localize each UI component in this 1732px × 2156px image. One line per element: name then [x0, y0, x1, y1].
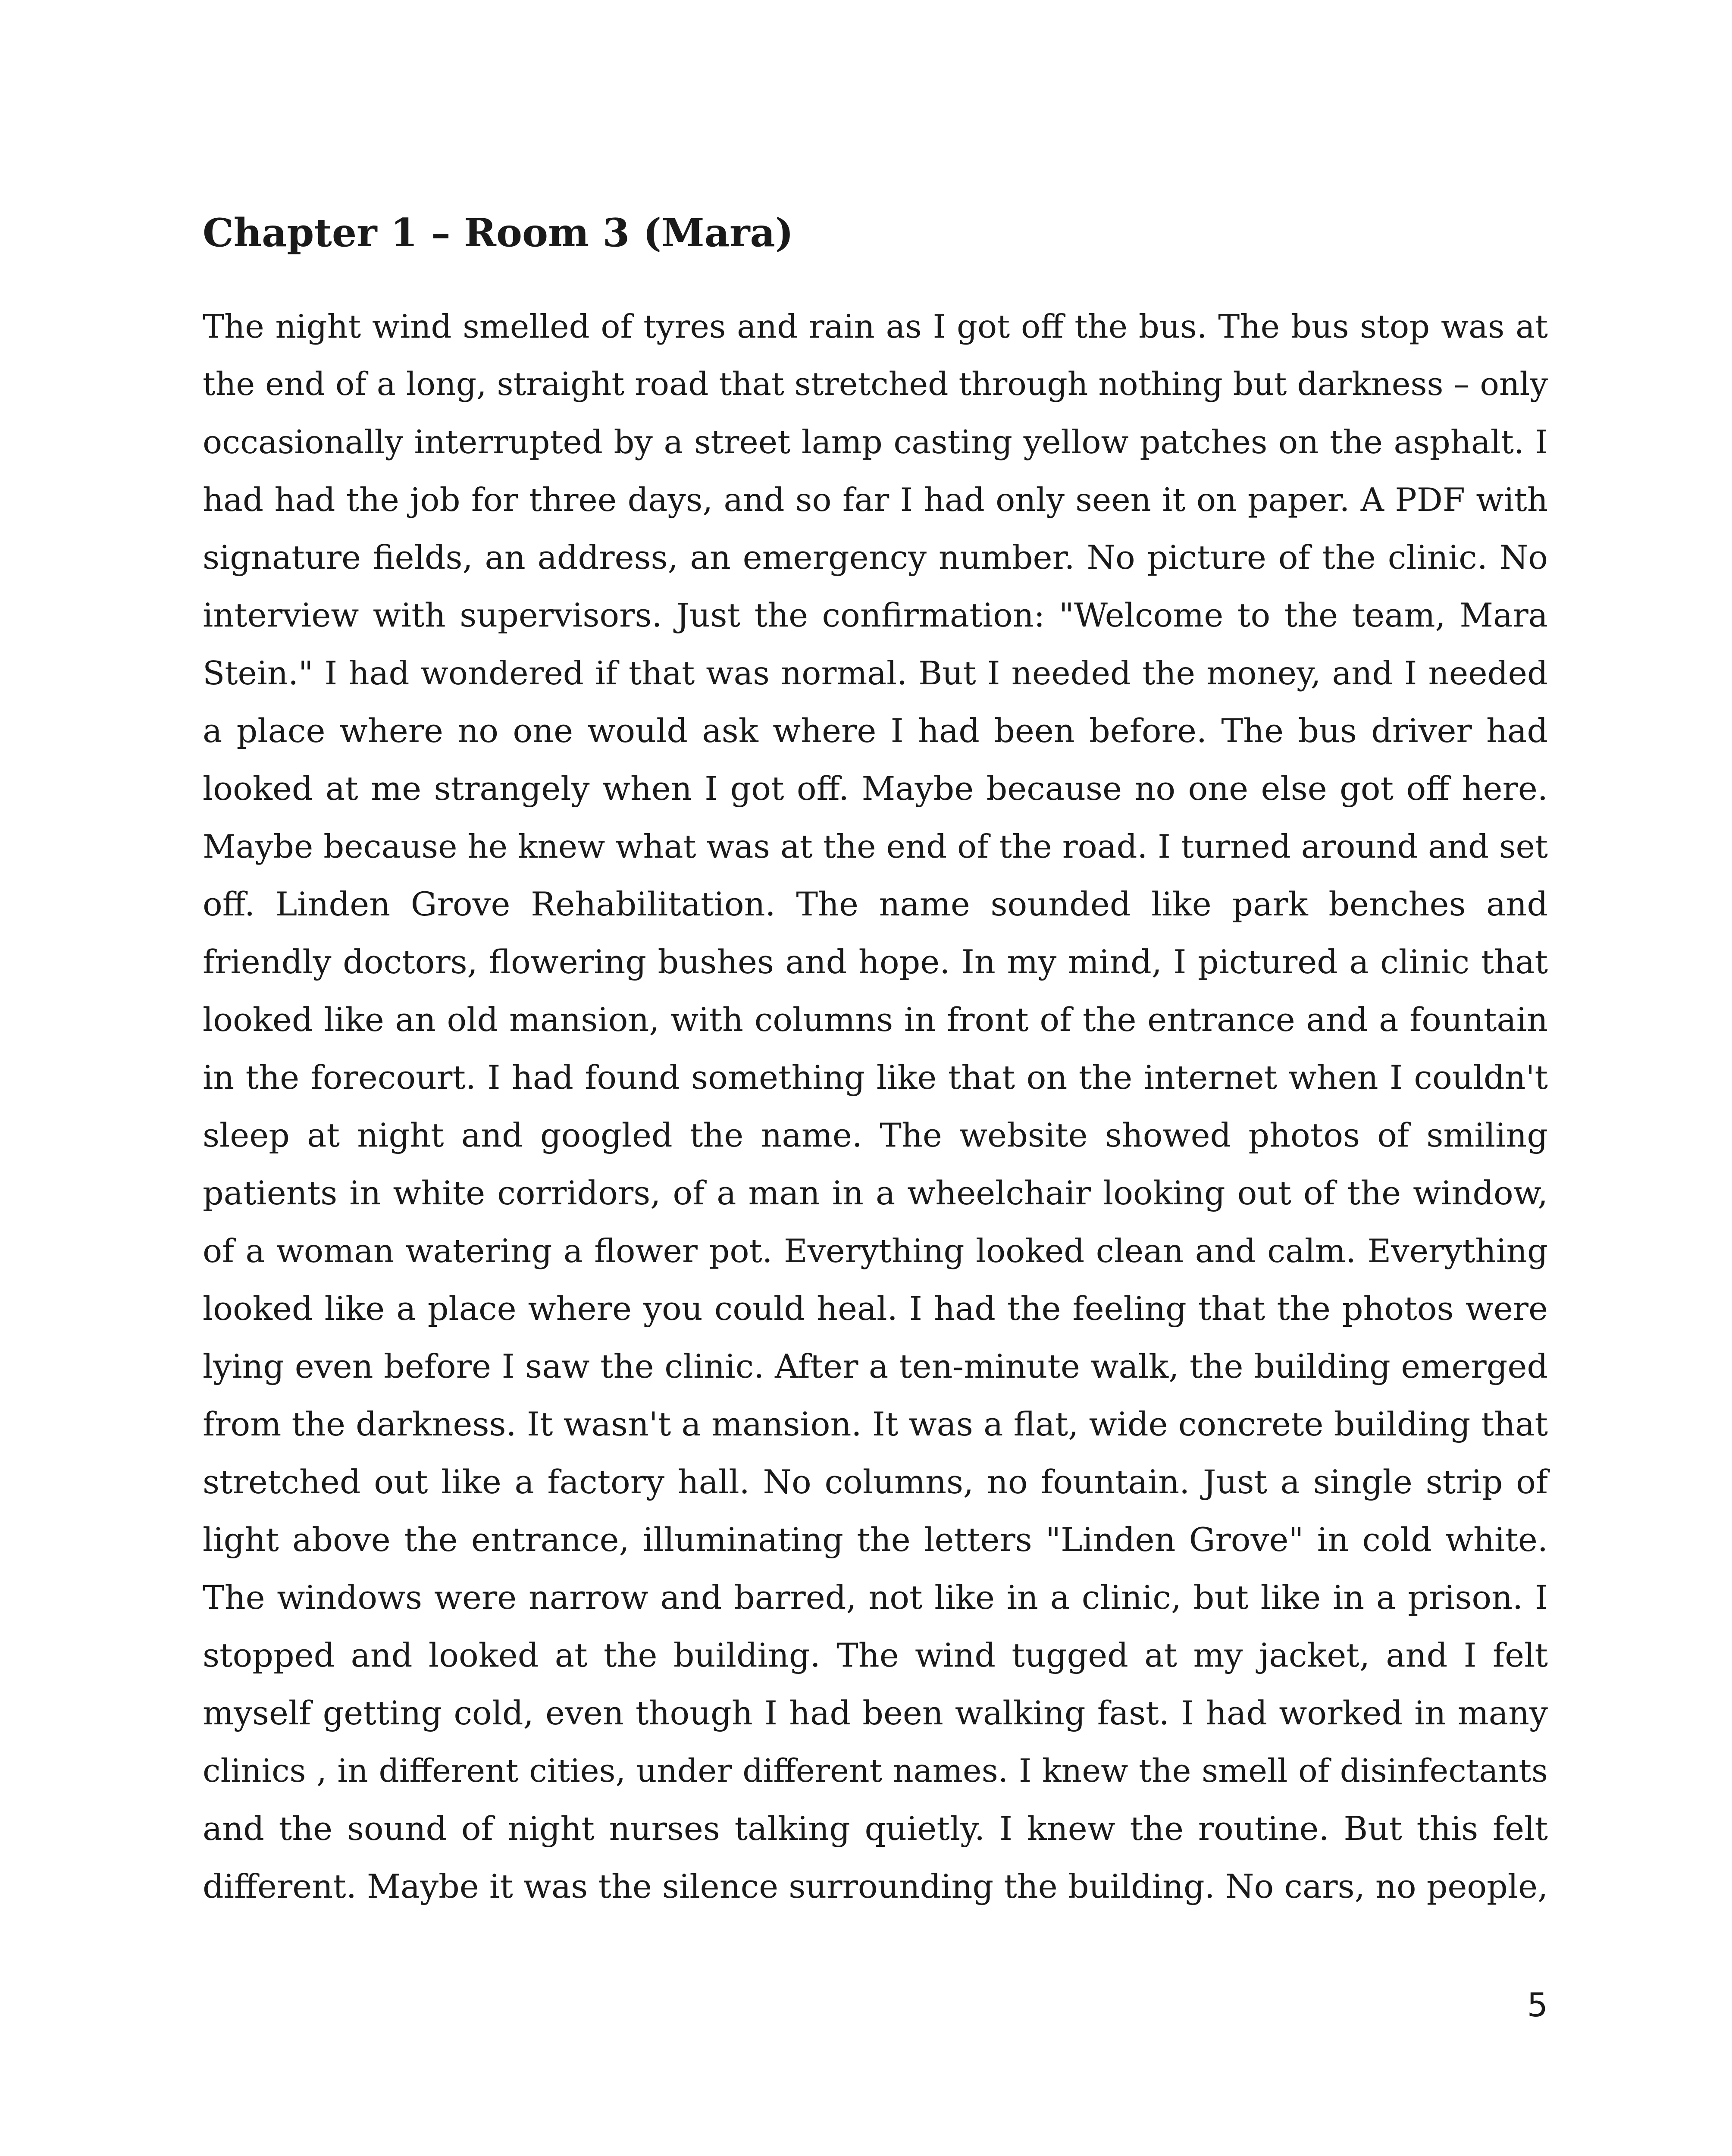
- chapter-title: Chapter 1 – Room 3 (Mara): [203, 210, 794, 256]
- text-line: myself getting cold, even though I had been walking fast. I had worked in many: [203, 1694, 1548, 1732]
- text-line: The night wind smelled of tyres and rain as I got off the bus. The bus stop was at: [203, 307, 1548, 345]
- page-number: 5: [1527, 1986, 1548, 2024]
- text-line: and the sound of night nurses talking quietly. I knew the routine. But this felt: [203, 1809, 1548, 1848]
- text-line: looked like a place where you could heal. I had the feeling that the photos were: [203, 1289, 1548, 1328]
- text-line: had had the job for three days, and so far I had only seen it on paper. A PDF with: [203, 481, 1548, 519]
- text-line: friendly doctors, flowering bushes and hope. In my mind, I pictured a clinic that: [203, 943, 1548, 981]
- text-line: off. Linden Grove Rehabilitation. The name sounded like park benches and: [203, 885, 1548, 923]
- text-line: The windows were narrow and barred, not like in a clinic, but like in a prison. I: [203, 1578, 1548, 1617]
- body-text: [203, 298, 1548, 1915]
- text-line: looked at me strangely when I got off. Maybe because no one else got off here.: [203, 769, 1548, 808]
- text-line: a place where no one would ask where I had been before. The bus driver had: [203, 711, 1548, 750]
- text-line: different. Maybe it was the silence surrounding the building. No cars, no people,: [203, 1867, 1548, 1905]
- text-line: stopped and looked at the building. The wind tugged at my jacket, and I felt: [203, 1636, 1548, 1674]
- text-line: occasionally interrupted by a street lamp casting yellow patches on the asphalt. I: [203, 423, 1548, 461]
- text-line: looked like an old mansion, with columns in front of the entrance and a fountain: [203, 1000, 1548, 1039]
- text-line: the end of a long, straight road that stretched through nothing but darkness – only: [203, 366, 1548, 403]
- text-line: signature fields, an address, an emergency number. No picture of the clinic. No: [203, 538, 1548, 577]
- text-line: light above the entrance, illuminating the letters "Linden Grove" in cold white.: [203, 1520, 1548, 1559]
- text-line: patients in white corridors, of a man in a wheelchair looking out of the window,: [203, 1174, 1548, 1212]
- text-line: clinics , in different cities, under different names. I knew the smell of disinfectants: [203, 1752, 1548, 1789]
- text-line: sleep at night and googled the name. The website showed photos of smiling: [203, 1116, 1548, 1154]
- text-line: Stein." I had wondered if that was normal. But I needed the money, and I needed: [203, 654, 1548, 692]
- text-line: lying even before I saw the clinic. After a ten-minute walk, the building emerged: [203, 1347, 1548, 1385]
- text-line: Maybe because he knew what was at the end of the road. I turned around and set: [203, 827, 1548, 865]
- text-line: interview with supervisors. Just the confirmation: "Welcome to the team, Mara: [203, 596, 1548, 634]
- text-line: stretched out like a factory hall. No columns, no fountain. Just a single strip of: [203, 1463, 1548, 1501]
- text-line: from the darkness. It wasn't a mansion. It was a flat, wide concrete building that: [203, 1405, 1548, 1443]
- text-line: in the forecourt. I had found something like that on the internet when I couldn't: [203, 1058, 1548, 1097]
- text-line: of a woman watering a flower pot. Everything looked clean and calm. Everything: [203, 1232, 1548, 1270]
